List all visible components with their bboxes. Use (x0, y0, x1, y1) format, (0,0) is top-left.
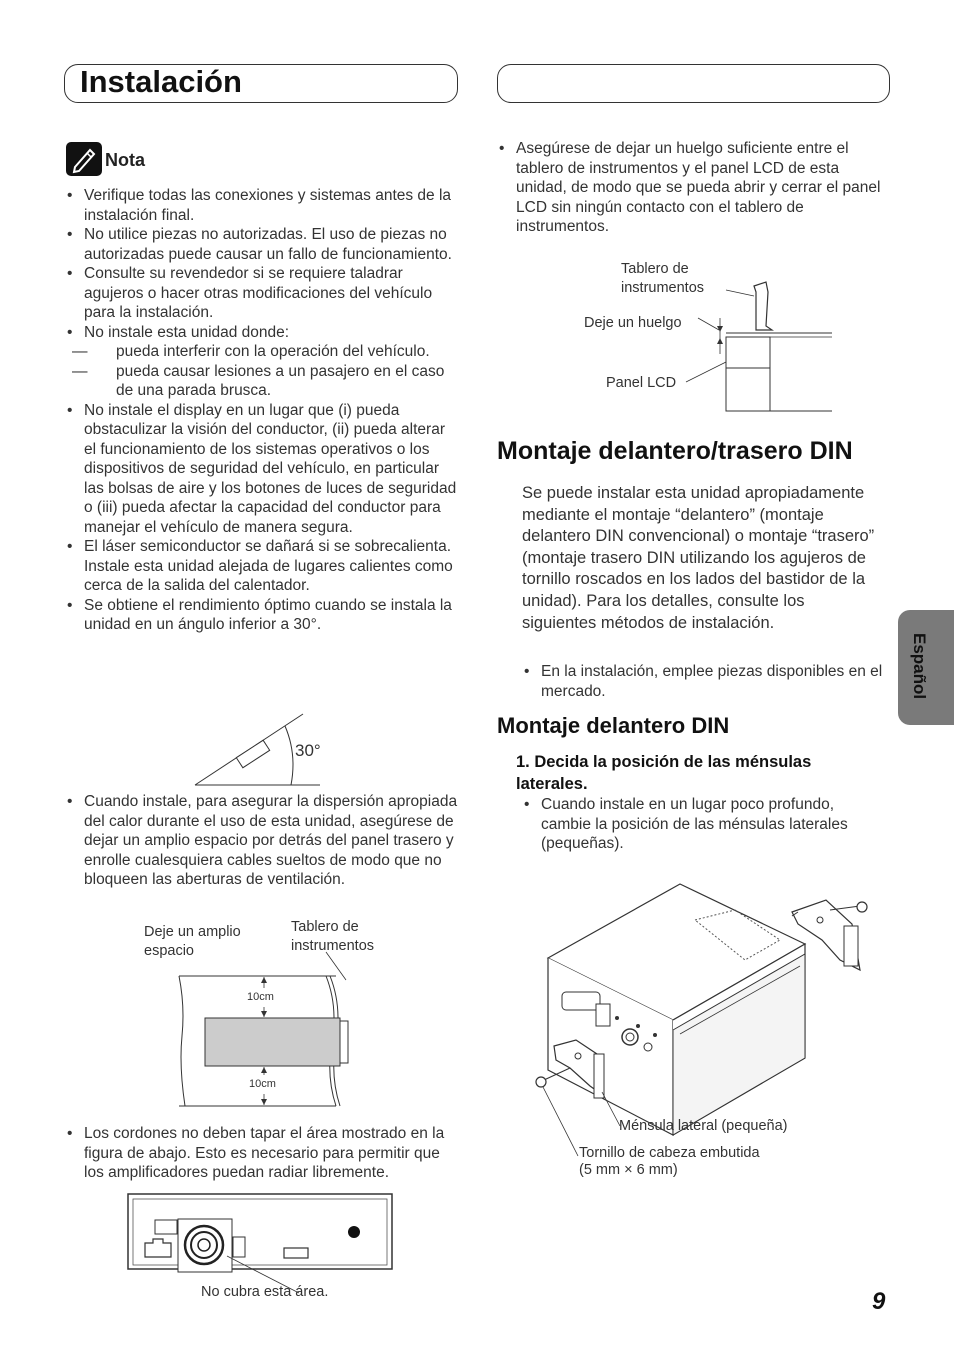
step1-note-list (523, 795, 883, 854)
list-item: • El láser semiconductor se dañará si se sobrecalienta. Instale esta unidad alejada de lugares calientes como cerca de la salida del calentador. (66, 537, 461, 596)
din-heading: Montaje delantero/trasero DIN (497, 437, 853, 465)
space-label: Deje un amplio espacio (144, 924, 241, 959)
angle-label: 30° (295, 741, 321, 760)
note-list (66, 186, 461, 635)
list-item: • Cuando instale en un lugar poco profundo, cambie la posición de las ménsulas laterales (pequeñas). (523, 795, 883, 854)
gap-diagram (686, 278, 836, 418)
page-title: Instalación (80, 64, 242, 99)
angle-diagram (195, 712, 345, 792)
list-item: • Consulte su revendedor si se requiere taladrar agujeros o hacer otras modificaciones del vehículo para la instalación. (66, 264, 461, 323)
list-item: • Verifique todas las conexiones y sistemas antes de la instalación final. (66, 186, 461, 225)
bottom-dimension: 10cm (249, 1075, 276, 1094)
lcd-label: Panel LCD (606, 375, 677, 391)
heat-list (66, 792, 461, 890)
din-paragraph: Se puede instalar esta unidad apropiadamente mediante el montaje “delantero” (montaje delantero DIN convencional) o montaje “trasero” (montaje trasero DIN utilizando los agujeros de tornillo roscados en los lados del bastidor de la unidad). Para los detalles, consulte los siguientes métodos de instalación. (522, 484, 875, 632)
dashboard-label-2: Tablero de instrumentos (621, 261, 705, 296)
language-tab-text: Español (910, 633, 929, 700)
step-1: 1. Decida la posición de las ménsulas laterales. (516, 753, 812, 793)
list-item: • No utilice piezas no autorizadas. El uso de piezas no autorizadas puede causar un fallo de funcionamiento. (66, 225, 461, 264)
space-diagram (176, 966, 376, 1106)
din-note-list (523, 662, 883, 701)
list-item: • En la instalación, emplee piezas disponibles en el mercado. (523, 662, 883, 701)
rear-caption: No cubra esta área. (201, 1284, 329, 1300)
dashboard-label: Tablero de instrumentos (291, 919, 375, 954)
note-icon (66, 142, 102, 176)
unit-bracket-diagram (530, 880, 875, 1150)
front-din-heading: Montaje delantero DIN (497, 713, 730, 738)
list-item: • No instale el display en un lugar que (i) pueda obstaculizar la visión del conductor, (ii) pueda alterar el funcionamiento de los sistemas operativos o los dispositivos de seguridad del vehículo, en particular las bolsas de aire y los botones de luces de seguridad o (iii) pueda afectar la capacidad del conductor para manejar el vehículo de manera segura. (66, 401, 461, 538)
section-header-box-right (497, 64, 890, 103)
bracket-label: Ménsula lateral (pequeña) (619, 1118, 788, 1134)
gap-label: Deje un huelgo (584, 315, 682, 331)
cords-list (66, 1124, 461, 1183)
screw-size-label: (5 mm × 6 mm) (579, 1162, 678, 1178)
gap-list (498, 139, 888, 237)
screw-label: Tornillo de cabeza embutida (579, 1145, 760, 1161)
list-item: • Asegúrese de dejar un huelgo suficiente entre el tablero de instrumentos y el panel LCD de esta unidad, de modo que se pueda abrir y cerrar el panel LCD sin ningún contacto con el tablero de instrumentos. (498, 139, 888, 237)
language-tab-label (899, 633, 943, 713)
note-label: Nota (105, 150, 145, 170)
sub-list-item: — pueda causar lesiones a un pasajero en el caso de una parada brusca. (66, 362, 461, 401)
rear-panel-diagram (127, 1193, 393, 1271)
list-item: • No instale esta unidad donde: (66, 323, 461, 343)
list-item: • Se obtiene el rendimiento óptimo cuando se instala la unidad en un ángulo inferior a 30°. (66, 596, 461, 635)
page-number: 9 (872, 1288, 886, 1315)
sub-list-item: — pueda interferir con la operación del vehículo. (66, 342, 461, 362)
top-dimension: 10cm (247, 988, 274, 1007)
list-item: • Cuando instale, para asegurar la dispersión apropiada del calor durante el uso de esta unidad, asegúrese de dejar un amplio espacio por detrás del panel trasero y enrolle cualesquiera cables sueltos de modo que no bloqueen las aberturas de ventilación. (66, 792, 461, 890)
list-item: • Los cordones no deben tapar el área mostrado en la figura de abajo. Esto es necesario para permitir que los amplificadores puedan radiar libremente. (66, 1124, 461, 1183)
